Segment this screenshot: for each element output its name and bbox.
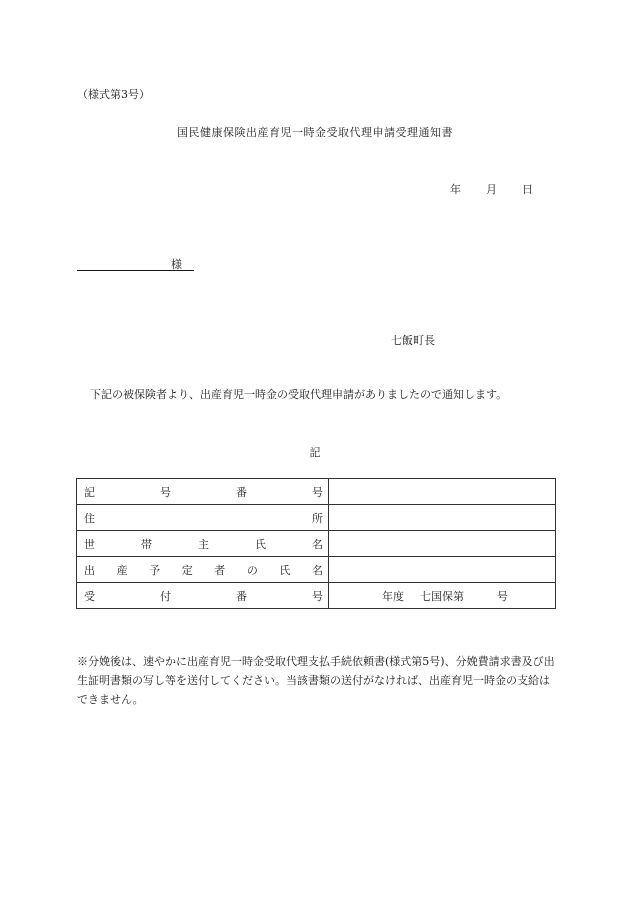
- label-char: 帯: [141, 537, 152, 551]
- label-char: 主: [198, 537, 209, 551]
- label-char: 予: [149, 563, 161, 577]
- document-title: 国民健康保険出産育児一時金受取代理申請受理通知書: [177, 126, 453, 139]
- date-year: 年: [450, 183, 461, 196]
- label-char: 出: [84, 563, 95, 577]
- symbol-number-field[interactable]: [329, 479, 556, 505]
- table-row: [77, 531, 556, 557]
- label-char: 号: [312, 485, 323, 499]
- form-table: [76, 478, 556, 609]
- label-char: 号: [312, 589, 323, 603]
- label-char: 名: [311, 563, 323, 577]
- label-char: の: [246, 563, 258, 577]
- label-char: 番: [236, 589, 247, 603]
- label-char: 付: [160, 589, 171, 603]
- row-label: [77, 531, 329, 557]
- label-char: 者: [214, 563, 226, 577]
- table-row: [77, 583, 556, 609]
- issuer: 七飯町長: [391, 334, 435, 347]
- addressee-suffix: 様: [171, 258, 182, 271]
- intro-text: 下記の被保険者より、出産育児一時金の受取代理申請がありましたので通知します。: [90, 388, 508, 401]
- form-number: （様式第3号）: [77, 88, 150, 101]
- date-line: [450, 181, 533, 197]
- row-label: [77, 479, 329, 505]
- table-row: [77, 505, 556, 531]
- label-char: 産: [116, 563, 128, 577]
- fiscal-year-label: 年度: [382, 589, 404, 603]
- date-day: 日: [522, 183, 533, 196]
- label-char: 記: [84, 485, 95, 499]
- label-char: 住: [84, 511, 95, 525]
- label-char: 氏: [255, 537, 266, 551]
- receipt-prefix: 七国保第: [420, 589, 464, 603]
- row-label: [77, 583, 329, 609]
- address-field[interactable]: [329, 505, 556, 531]
- label-char: 世: [84, 537, 95, 551]
- row-label: [77, 557, 329, 583]
- label-char: 名: [312, 537, 323, 551]
- receipt-number-field[interactable]: [329, 583, 556, 609]
- table-row: [77, 557, 556, 583]
- ki-heading: 記: [309, 446, 321, 459]
- label-char: 受: [84, 589, 95, 603]
- label-char: 番: [236, 485, 247, 499]
- label-char: 所: [312, 511, 323, 525]
- expectant-mother-name-field[interactable]: [329, 557, 556, 583]
- date-month: 月: [486, 183, 497, 196]
- label-char: 号: [160, 485, 171, 499]
- table-row: [77, 479, 556, 505]
- row-label: [77, 505, 329, 531]
- label-char: 定: [181, 563, 193, 577]
- receipt-suffix: 号: [497, 589, 508, 603]
- householder-name-field[interactable]: [329, 531, 556, 557]
- footnote: ※分娩後は、速やかに出産育児一時金受取代理支払手続依頼書(様式第5号)、分娩費請求書及び出生証明書類の写し等を送付してください。当該書類の送付がなければ、出産育児一時金の支給はできません。: [77, 655, 555, 706]
- label-char: 氏: [279, 563, 291, 577]
- addressee-line: [77, 256, 194, 271]
